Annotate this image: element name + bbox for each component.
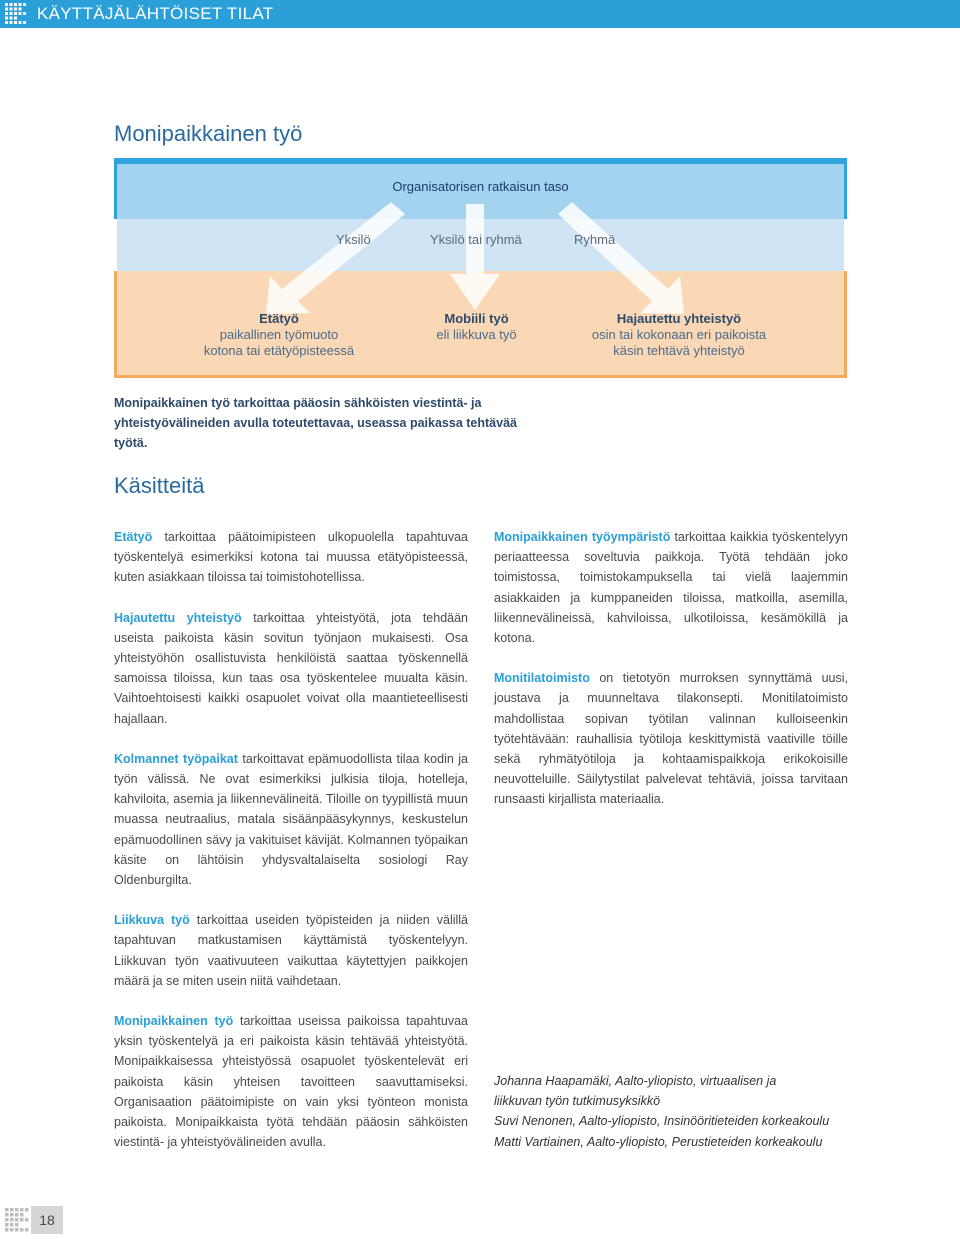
definition-text: tarkoittaa useissa paikoissa tapahtuvaa yksin työskentelyä ja eri paikoista käsin tehtävää yhteistyötä. Monipaikkaisessa yhteistyössä osapuolet työskentelevät eri paikoista käsin yhteisen tavoitteen saavuttamiseksi. Organisaation päätoimipiste on vain yksi työnteon monista paikoista. Monipaikkaista työtä tehdään pääosin sähköisten viestintä- ja yhteistyövälineiden avulla. <box>114 1014 468 1150</box>
work-mode-diagram <box>114 158 847 378</box>
option-line: kotona tai etätyöpisteessä <box>203 343 355 358</box>
definition-text: tarkoittaa kaikkia työskentelyyn periaatteessa soveltuvia paikkoja. Työtä tehdään joko toimistossa, toimistokampuksella tai vielä laajemmin asiakkaiden ja kumppaneiden tiloissa, matkoilla, asemilla, liikennevälineissä, kahviloissa, ulkotiloissa, kesämökillä ja kotona. <box>494 530 848 646</box>
definition-term: Hajautettu yhteistyö <box>114 610 242 625</box>
arrow-left-icon <box>266 202 405 314</box>
author-line: liikkuvan työn tutkimusyksikkö <box>494 1094 661 1109</box>
definition-paragraph <box>114 1011 468 1152</box>
intro-line: Monipaikkainen työ tarkoittaa pääosin sähköisten viestintä- ja <box>114 396 482 410</box>
definition-text: on tietotyön murroksen synnyttämä uusi, joustava ja muunneltava tilakonsepti. Monitilatoimisto mahdollistaa sopivan työtilan valinnan kulloiseenkin työtehtävään: rauhallisia työtiloja keskittymistä vaativille töille sekä ryhmätyötiloja ja kohtaamispaikkoja erikokoisille neuvotteluille. Säilytystilat palvelevat tehtäviä, joissa tarvitaan runsaasti kirjallista materiaalia. <box>494 671 848 807</box>
definition-paragraph <box>114 608 468 729</box>
page-number: 18 <box>31 1206 63 1234</box>
arrow-down-icon <box>450 204 500 310</box>
option-line: käsin tehtävä yhteistyö <box>613 343 745 358</box>
dot-grid-footer-icon <box>5 1208 29 1232</box>
definition-term: Monipaikkainen työ <box>114 1014 234 1029</box>
option-title: Mobiili työ <box>444 311 509 326</box>
option-line: eli liikkuva työ <box>436 327 517 342</box>
level-label-individual-or-group: Yksilö tai ryhmä <box>430 232 522 247</box>
definition-text: tarkoittaa yhteistyötä, jota tehdään useista paikoista käsin sovitun työnjaon mukaisesti. Osa yhteistyöhön osallistuvista henkilöistä saattaa työskennellä samoissa tiloissa, kun taas osa työskentelee muualta käsin. Vaihtoehtoisesti kaikki osapuolet voivat olla maantieteellisesti hajallaan. <box>114 610 469 726</box>
definition-text: tarkoittaa useiden työpisteiden ja niiden välillä tapahtuvan matkustamisen käyttämistä työskentelyyn. Liikkuvan työn vaativuuteen vaikuttaa käytettyjen paikkojen määrä ja se miten usein niitä vaihdetaan. <box>114 913 469 988</box>
author-line: Matti Vartiainen, Aalto-yliopisto, Perustieteiden korkeakoulu <box>494 1134 823 1149</box>
level-label-group: Ryhmä <box>574 232 616 247</box>
definition-text: tarkoittaa päätoimipisteen ulkopuolella tapahtuvaa työskentelyä esimerkiksi kotona tai muussa etätyöpisteessä, kuten asiakkaan tiloissa tai toimistohotellissa. <box>114 530 468 585</box>
definition-term: Monitilatoimisto <box>494 671 590 686</box>
definition-term: Liikkuva työ <box>114 913 190 928</box>
option-line: osin tai kokonaan eri paikoista <box>591 327 767 342</box>
intro-line: yhteistyövälineiden avulla toteutettavaa, useassa paikassa tehtävää työtä. <box>114 416 517 450</box>
definition-paragraph <box>114 749 468 890</box>
option-title: Etätyö <box>259 311 299 326</box>
author-line: Johanna Haapamäki, Aalto-yliopisto, virtuaalisen ja <box>494 1074 777 1088</box>
author-line: Suvi Nenonen, Aalto-yliopisto, Insinööritieteiden korkeakoulu <box>494 1114 830 1129</box>
intro-text <box>114 393 534 453</box>
section-title: Käsitteitä <box>114 473 205 498</box>
definition-term: Etätyö <box>114 530 153 544</box>
option-remote-work <box>164 311 394 359</box>
section-header-title: KÄYTTÄJÄLÄHTÖISET TILAT <box>37 4 274 23</box>
definition-term: Kolmannet työpaikat <box>114 751 238 766</box>
definition-term: Monipaikkainen työympäristö <box>494 530 671 544</box>
definition-text: tarkoittavat epämuodollista tilaa kodin ja työn välissä. Ne ovat esimerkiksi julkisia tiloja, hotelleja, kahviloita, asemia ja liikennevälineitä. Tiloille on tyypillistä muun muassa neutraalius, matala sisäänpääsykynnys, keskustelun epämuodollinen sävy ja vakituiset kävijät. Kolmannen työpaikan käsite on lähtöisin yhdysvaltalaiselta sosiologi Ray Oldenburgilta. <box>114 751 469 888</box>
arrow-right-icon <box>558 202 684 314</box>
definition-paragraph <box>494 527 848 648</box>
header-bar <box>0 0 960 28</box>
page-title: Monipaikkainen työ <box>114 121 303 146</box>
authors-block <box>494 1071 854 1152</box>
definition-paragraph <box>114 910 468 991</box>
option-title: Hajautettu yhteistyö <box>616 311 742 326</box>
dot-grid-logo-icon <box>5 3 27 25</box>
definitions-right-column <box>494 527 848 830</box>
level-label-individual: Yksilö <box>336 232 371 247</box>
definition-paragraph <box>114 527 468 588</box>
definitions-left-column <box>114 527 468 1172</box>
option-mobile-work <box>404 311 549 343</box>
option-line: paikallinen työmuoto <box>219 327 339 342</box>
org-level-label: Organisatorisen ratkaisun taso <box>392 179 569 194</box>
definition-paragraph <box>494 668 848 809</box>
option-distributed-collaboration <box>564 311 794 359</box>
